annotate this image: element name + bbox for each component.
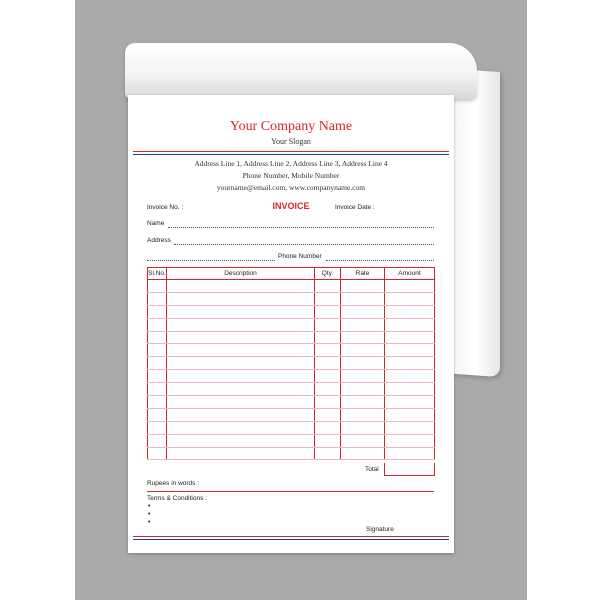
signature-label: Signature (366, 526, 394, 533)
table-cell (385, 280, 435, 293)
table-cell (167, 280, 315, 293)
table-cell (167, 434, 315, 447)
col-qty: Qty. (315, 268, 341, 280)
table-cell (315, 318, 341, 331)
items-table (147, 267, 435, 460)
table-cell (148, 434, 167, 447)
table-row (148, 318, 435, 331)
table-cell (315, 408, 341, 421)
table-row (148, 305, 435, 318)
table-cell (315, 292, 341, 305)
table-row (148, 331, 435, 344)
header-rule-red (133, 151, 449, 152)
col-slno: Sl.No. (148, 268, 167, 280)
total-amount-box (384, 463, 435, 476)
table-cell (148, 305, 167, 318)
table-row (148, 396, 435, 409)
table-cell (148, 318, 167, 331)
table-cell (385, 331, 435, 344)
table-cell (167, 408, 315, 421)
table-cell (148, 421, 167, 434)
table-cell (167, 305, 315, 318)
table-cell (385, 434, 435, 447)
invoice-title: INVOICE (272, 201, 310, 211)
table-cell (315, 344, 341, 357)
table-cell (341, 318, 385, 331)
table-cell (385, 305, 435, 318)
table-cell (385, 344, 435, 357)
table-cell (148, 292, 167, 305)
table-cell (341, 357, 385, 370)
table-cell (385, 357, 435, 370)
table-cell (341, 383, 385, 396)
table-cell (385, 318, 435, 331)
table-cell (167, 370, 315, 383)
table-cell (341, 331, 385, 344)
table-cell (341, 280, 385, 293)
table-cell (167, 447, 315, 460)
table-cell (341, 447, 385, 460)
col-rate: Rate (341, 268, 385, 280)
col-description: Description (167, 268, 315, 280)
table-cell (148, 396, 167, 409)
invoice-date-label: Invoice Date : (335, 204, 375, 211)
table-cell (148, 370, 167, 383)
footer-rule-red (133, 536, 449, 537)
table-cell (341, 396, 385, 409)
table-cell (341, 305, 385, 318)
name-label: Name (147, 220, 165, 227)
table-cell (315, 305, 341, 318)
table-cell (148, 331, 167, 344)
table-row (148, 357, 435, 370)
table-cell (341, 408, 385, 421)
table-cell (315, 421, 341, 434)
address-label: Address (147, 237, 171, 244)
table-cell (167, 383, 315, 396)
invoice-no-label: Invoice No. : (147, 204, 184, 211)
company-name: Your Company Name (229, 119, 353, 134)
table-cell (385, 396, 435, 409)
table-cell (385, 408, 435, 421)
table-row (148, 447, 435, 460)
table-cell (385, 447, 435, 460)
table-cell (315, 331, 341, 344)
table-cell (167, 292, 315, 305)
table-row (148, 383, 435, 396)
table-cell (385, 421, 435, 434)
table-row (148, 292, 435, 305)
table-cell (315, 434, 341, 447)
table-cell (341, 344, 385, 357)
col-amount: Amount (385, 268, 435, 280)
table-cell (167, 331, 315, 344)
table-cell (167, 344, 315, 357)
address-line-blank (174, 244, 434, 245)
table-cell (148, 280, 167, 293)
address-line: Address Line 1, Address Line 2, Address Line 3, Address Line 4 (194, 159, 388, 168)
table-cell (148, 447, 167, 460)
invoice-sheet (128, 95, 454, 553)
table-cell (315, 447, 341, 460)
table-row (148, 434, 435, 447)
header-rule-blue (133, 154, 449, 155)
table-cell (148, 408, 167, 421)
table-cell (167, 421, 315, 434)
address-line-blank-2 (147, 260, 275, 261)
table-row (148, 280, 435, 293)
name-line (168, 227, 434, 228)
table-cell (148, 383, 167, 396)
terms-bullet: • (148, 511, 151, 518)
terms-bullet: • (148, 503, 151, 510)
web-line: yourname@email.com, www.companyname.com (216, 183, 366, 192)
table-cell (385, 370, 435, 383)
table-cell (315, 357, 341, 370)
table-cell (315, 280, 341, 293)
table-cell (341, 421, 385, 434)
table-cell (315, 396, 341, 409)
total-row (147, 463, 434, 476)
table-cell (315, 370, 341, 383)
terms-label: Terms & Conditions : (147, 495, 207, 502)
table-row (148, 421, 435, 434)
table-cell (385, 292, 435, 305)
table-row (148, 408, 435, 421)
phone-line (326, 260, 434, 261)
pad-binding (125, 43, 477, 99)
footer-rule-blue (133, 539, 449, 540)
table-cell (167, 396, 315, 409)
phone-line: Phone Number, Mobile Number (242, 171, 340, 180)
total-label: Total (365, 466, 379, 473)
terms-bullet: • (148, 519, 151, 526)
table-row (148, 344, 435, 357)
table-cell (167, 318, 315, 331)
table-cell (167, 357, 315, 370)
phone-label: Phone Number (278, 253, 322, 260)
table-cell (148, 357, 167, 370)
table-cell (341, 370, 385, 383)
table-cell (341, 292, 385, 305)
table-cell (385, 383, 435, 396)
table-cell (148, 344, 167, 357)
rupees-in-words-label: Rupees in words : (147, 480, 200, 487)
table-header-row (148, 268, 435, 280)
table-cell (341, 434, 385, 447)
table-row (148, 370, 435, 383)
table-cell (315, 383, 341, 396)
company-slogan: Your Slogan (271, 137, 311, 146)
rupees-underline (147, 491, 434, 492)
